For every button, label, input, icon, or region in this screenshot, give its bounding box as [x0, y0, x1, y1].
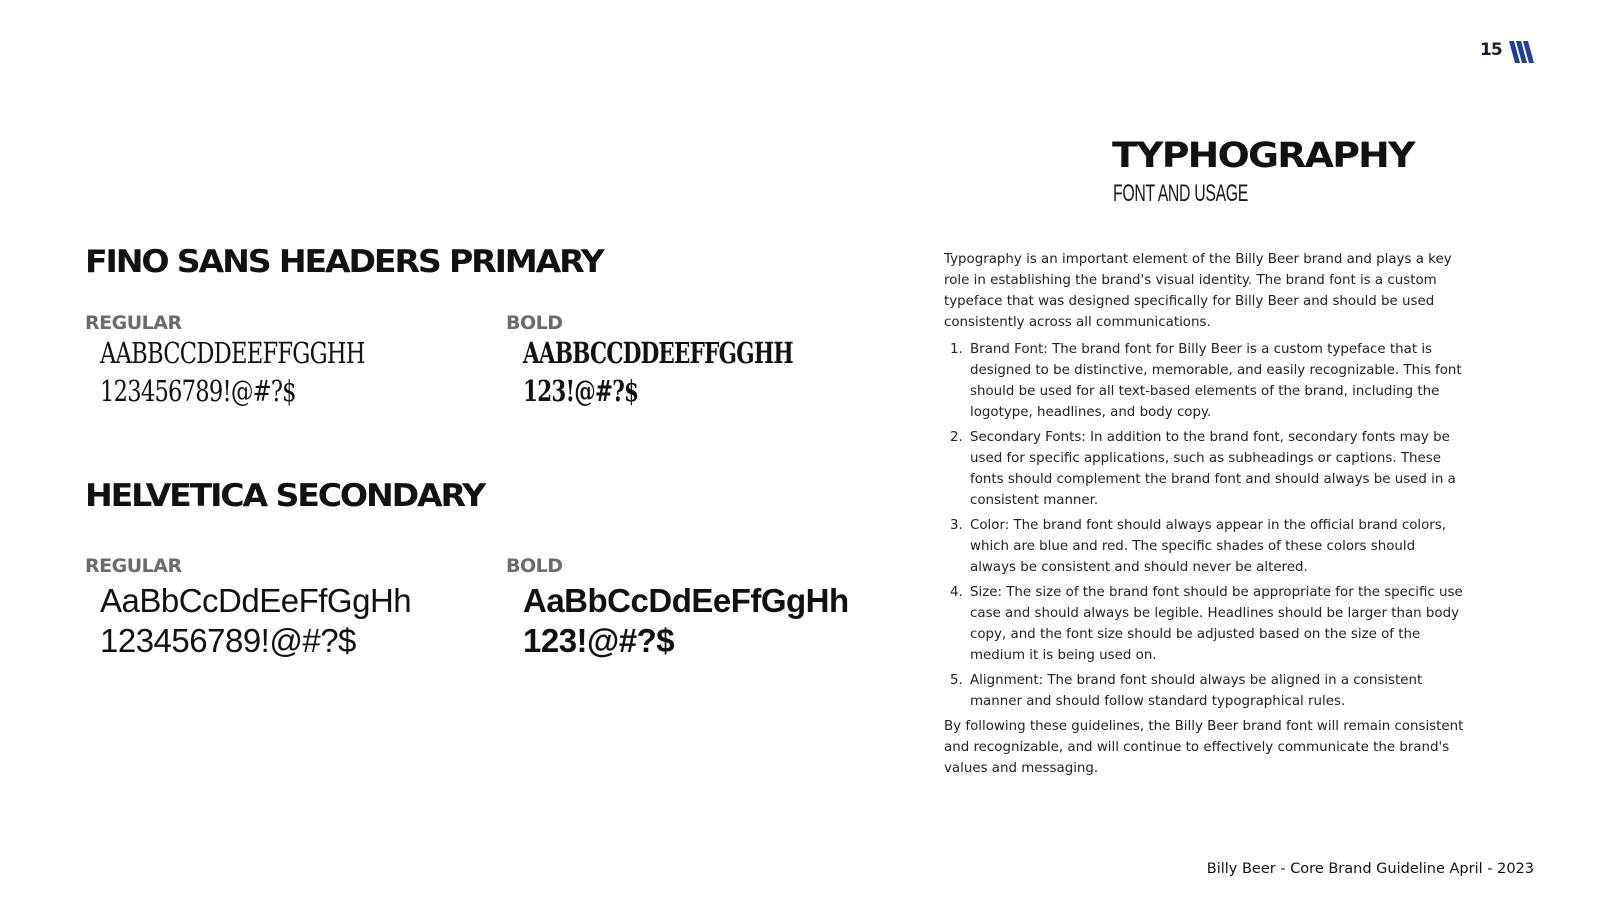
footer-text: Billy Beer - Core Brand Guideline April - 2023: [1206, 861, 1534, 877]
primary-regular-numbers: 123456789!@#?$: [100, 374, 296, 408]
primary-bold-letters: AABBCCDDEEFFGGHH: [523, 336, 793, 370]
primary-bold-numbers: 123!@#?$: [523, 374, 639, 408]
secondary-bold-numbers: 123!@#?$: [523, 622, 675, 659]
list-item: 2. Secondary Fonts: In addition to the brand font, secondary fonts may be used for specific applications, such as subheadings or captions. These fonts should complement the brand font and should always be used in a consistent manner.: [950, 430, 1456, 508]
secondary-bold-letters: AaBbCcDdEeFfGgHh: [523, 582, 849, 619]
list-item: 4. Size: The size of the brand font should be appropriate for the specific use case and should always be legible. Headlines should be larger than body copy, and the font size should be adjusted based on the size of the medium it is being used on.: [950, 585, 1463, 663]
primary-font-header: FINO SANS HEADERS PRIMARY: [85, 244, 603, 280]
list-item: 1. Brand Font: The brand font for Billy Beer is a custom typeface that is designed to be distinctive, memorable, and easily recognizable. This font should be used for all text-based elements of the brand, including the logotype, headlines, and body copy.: [950, 342, 1462, 420]
secondary-regular-numbers: 123456789!@#?$: [100, 622, 356, 659]
secondary-regular-label: REGULAR: [85, 555, 182, 577]
secondary-font-header: HELVETICA SECONDARY: [85, 478, 484, 514]
section-title: TYPHOGRAPHY: [1112, 136, 1414, 176]
secondary-bold-label: BOLD: [506, 555, 563, 577]
guideline-list: [944, 339, 1464, 716]
page-number: 15: [1480, 40, 1502, 60]
secondary-regular-letters: AaBbCcDdEeFfGgHh: [100, 582, 412, 619]
primary-regular-label: REGULAR: [85, 312, 182, 334]
intro-paragraph: Typography is an important element of the Billy Beer brand and plays a key role in establishing the brand's visual identity. The brand font is a custom typeface that was designed specifically for Billy Beer and should be used consistently across all communications.: [944, 252, 1452, 330]
closing-paragraph: By following these guidelines, the Billy Beer brand font will remain consistent and recognizable, and will continue to effectively communicate the brand's values and messaging.: [944, 719, 1464, 776]
list-item: 5. Alignment: The brand font should always be aligned in a consistent manner and should follow standard typographical rules.: [950, 673, 1423, 709]
list-item: 3. Color: The brand font should always appear in the official brand colors, which are blue and red. The specific shades of these colors should always be consistent and should never be altered.: [950, 518, 1447, 575]
primary-regular-letters: AABBCCDDEEFFGGHH: [100, 336, 365, 370]
section-subtitle: FONT AND USAGE: [1113, 180, 1249, 207]
billy-beer-stripes-icon: [1509, 39, 1535, 65]
primary-bold-label: BOLD: [506, 312, 563, 334]
